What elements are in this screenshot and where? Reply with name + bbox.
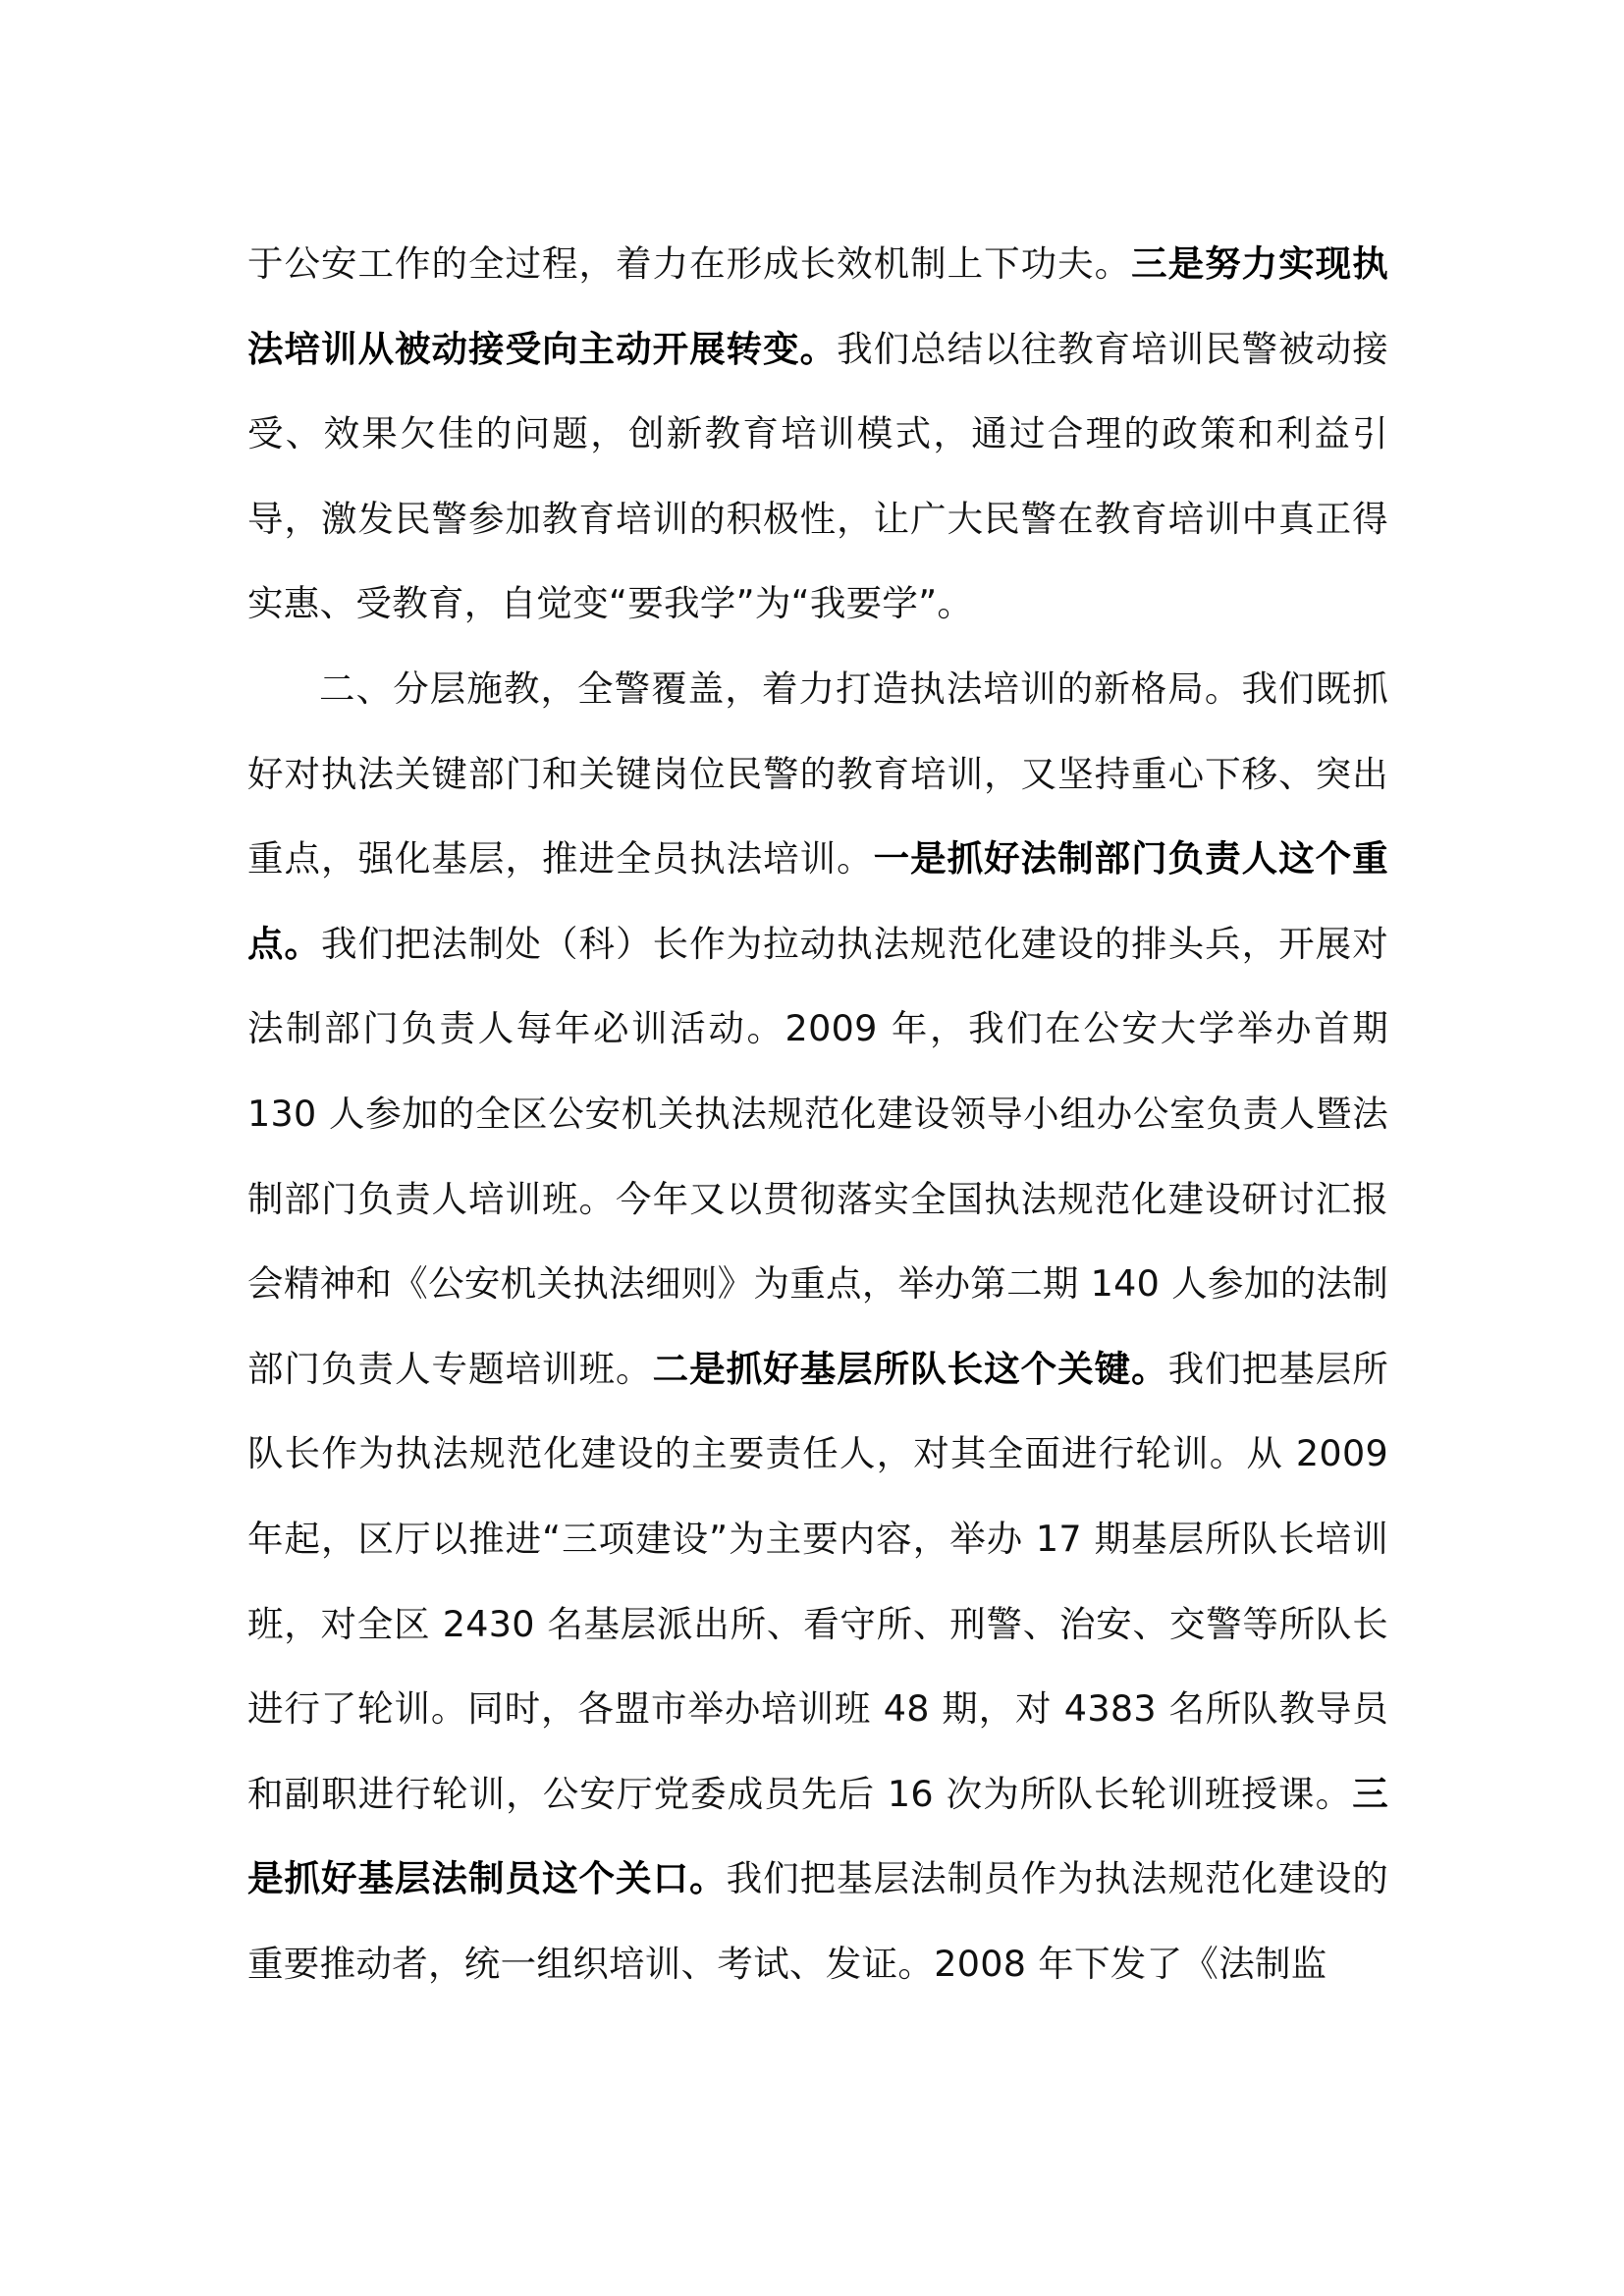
- text-run: 于公安工作的全过程，着力在形成长效机制上下功夫。: [247, 242, 1132, 285]
- text-run: 我们把基层法制员作为执法规范化建设的重要推动者，统一组织培训、考试、发证。2008 年下发了《法制监: [247, 1857, 1388, 1985]
- paragraph-2: [247, 647, 1388, 2007]
- text-run: 二、分层施教，全警覆盖，着力打造执法培训的新格局。我们既抓好对执法关键部门和关键岗位民警的教育培训，又坚持重心下移、突出重点，强化基层，推进全员执法培训。: [247, 667, 1388, 881]
- paragraph-1: [247, 222, 1388, 647]
- bold-text-run: 三是抓好基层法制员这个关口。: [247, 1772, 1388, 1900]
- bold-text-run: 一是抓好法制部门负责人这个重点。: [247, 837, 1388, 965]
- text-run: 我们总结以往教育培训民警被动接受、效果欠佳的问题，创新教育培训模式，通过合理的政策和利益引导，激发民警参加教育培训的积极性，让广大民警在教育培训中真正得实惠、受教育，自觉变“要我学”为“我要学”。: [247, 327, 1388, 625]
- bold-text-run: 二是抓好基层所队长这个关键。: [652, 1347, 1168, 1390]
- document-body: [247, 222, 1388, 2006]
- text-run: 我们把法制处（科）长作为拉动执法规范化建设的排头兵，开展对法制部门负责人每年必训活动。2009 年，我们在公安大学举办首期 130 人参加的全区公安机关执法规范化建设领导小组办公室负责人暨法制部门负责人培训班。今年又以贯彻落实全国执法规范化建设研讨汇报会精神和《公安机关执法细则》为重点，举办第二期 140 人参加的法制部门负责人专题培训班。: [247, 922, 1388, 1390]
- bold-text-run: 三是努力实现执法培训从被动接受向主动开展转变。: [247, 242, 1388, 370]
- text-run: 我们把基层所队长作为执法规范化建设的主要责任人，对其全面进行轮训。从 2009 年起，区厅以推进“三项建设”为主要内容，举办 17 期基层所队长培训班，对全区 2430 名基层派出所、看守所、刑警、治安、交警等所队长进行了轮训。同时，各盟市举办培训班 48 期，对 4383 名所队教导员和副职进行轮训，公安厅党委成员先后 16 次为所队长轮训班授课。: [247, 1347, 1389, 1815]
